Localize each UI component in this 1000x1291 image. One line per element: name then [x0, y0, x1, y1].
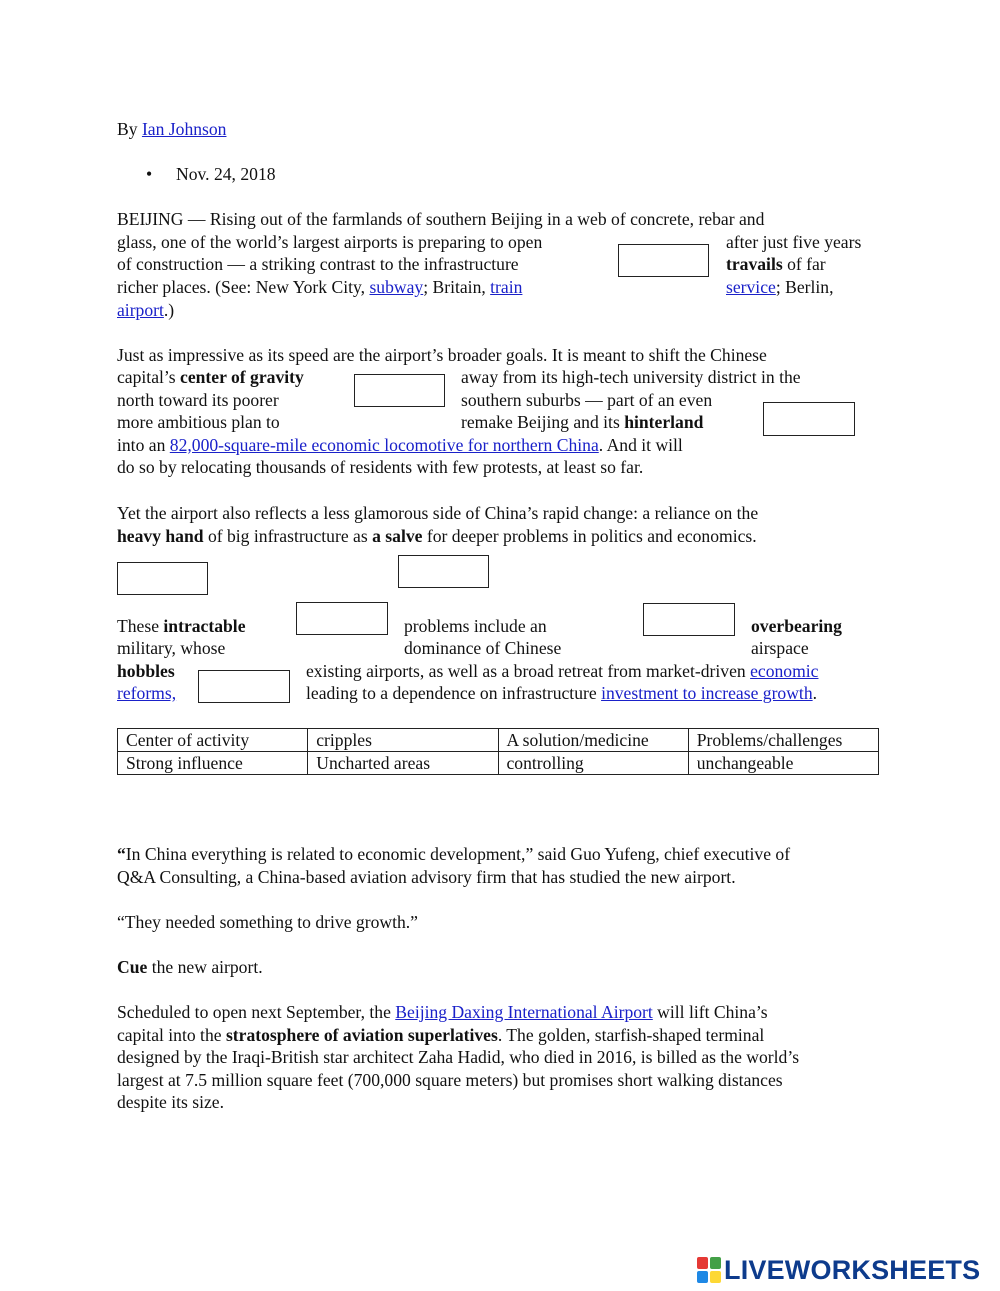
- p8-line2: [117, 1024, 764, 1046]
- p1-line5: [117, 299, 174, 321]
- vocab-option[interactable]: cripples: [308, 729, 498, 752]
- p3-line2: [117, 525, 757, 547]
- p2-line6: do so by relocating thousands of residents with few protests, at least so far.: [117, 457, 644, 477]
- p5-line1: [117, 843, 790, 865]
- subway-link[interactable]: subway: [369, 277, 424, 297]
- p2-line4b-pre: remake Beijing and its: [461, 412, 625, 432]
- p4-line3b: [306, 660, 818, 682]
- logo-mark-icon: [697, 1257, 721, 1283]
- p1-line4b: [726, 276, 834, 298]
- vocab-cue: Cue: [117, 957, 148, 977]
- vocab-option[interactable]: unchangeable: [688, 752, 878, 775]
- vocab-travails: travails: [726, 254, 783, 274]
- p4-line2c: airspace: [751, 638, 809, 658]
- publish-date: Nov. 24, 2018: [176, 164, 276, 184]
- table-row: [118, 729, 879, 752]
- vocab-table: [117, 728, 879, 775]
- reforms-link[interactable]: reforms,: [117, 683, 177, 703]
- economic-link[interactable]: economic: [750, 661, 819, 681]
- p1-line3a: of construction — a striking contrast to the infrastructure: [117, 254, 519, 274]
- p8-line1-rest: will lift China’s: [652, 1002, 768, 1022]
- vocab-stratosphere: stratosphere of aviation superlatives: [225, 1025, 498, 1045]
- p3-line2-rest: for deeper problems in politics and economics.: [422, 526, 757, 546]
- logo-square-red: [697, 1257, 708, 1269]
- p8-line4: largest at 7.5 million square feet (700,000 square meters) but promises short walking distances: [117, 1070, 783, 1090]
- p4-line3b-pre: existing airports, as well as a broad retreat from market-driven: [306, 661, 751, 681]
- p6-line1: “They needed something to drive growth.”: [117, 912, 418, 932]
- p1-line2b: after just five years: [726, 232, 862, 252]
- answer-box-2[interactable]: [354, 374, 445, 407]
- p1-line3b: [726, 253, 826, 275]
- service-link[interactable]: service: [726, 277, 776, 297]
- p4-line2b: dominance of Chinese: [404, 638, 562, 658]
- p4-line1a-pre: These: [117, 616, 164, 636]
- vocab-option[interactable]: Strong influence: [118, 752, 308, 775]
- p2-line3b: southern suburbs — part of an even: [461, 390, 713, 410]
- author-link[interactable]: Ian Johnson: [141, 119, 227, 139]
- answer-box-6[interactable]: [296, 602, 388, 635]
- vocab-hobbles: hobbles: [117, 661, 175, 681]
- p3-line2-mid: of big infrastructure as: [203, 526, 373, 546]
- p8-line1: [117, 1001, 768, 1023]
- date-bullet: •: [146, 164, 153, 184]
- answer-box-7[interactable]: [643, 603, 735, 636]
- p4-line3a: [117, 660, 175, 682]
- p8-line5: despite its size.: [117, 1092, 225, 1112]
- open-quote: “: [117, 844, 126, 864]
- p1-line2a: glass, one of the world’s largest airports is preparing to open: [117, 232, 543, 252]
- p1-line4b-rest: ; Berlin,: [775, 277, 834, 297]
- p4-line1b: problems include an: [404, 616, 547, 636]
- p1-line5-rest: .): [163, 300, 175, 320]
- liveworksheets-logo: [697, 1254, 993, 1286]
- answer-box-8[interactable]: [198, 670, 290, 703]
- p2-line5: [117, 434, 683, 456]
- vocab-option[interactable]: A solution/medicine: [498, 729, 688, 752]
- logo-square-yellow: [710, 1271, 721, 1283]
- p2-line4a: more ambitious plan to: [117, 412, 280, 432]
- answer-box-4[interactable]: [117, 562, 208, 595]
- p2-line5-pre: into an: [117, 435, 170, 455]
- p4-line4b-pre: leading to a dependence on infrastructure: [306, 683, 602, 703]
- p4-line4b: [306, 682, 817, 704]
- p8-line3: designed by the Iraqi-British star architect Zaha Hadid, who died in 2016, is billed as the world’s: [117, 1047, 800, 1067]
- p2-line5-rest: . And it will: [598, 435, 683, 455]
- p8-line1-pre: Scheduled to open next September, the: [117, 1002, 396, 1022]
- table-row: [118, 752, 879, 775]
- vocab-option[interactable]: Problems/challenges: [688, 729, 878, 752]
- p3-line1: Yet the airport also reflects a less glamorous side of China’s rapid change: a reliance on the: [117, 503, 759, 523]
- p2-line2a-pre: capital’s: [117, 367, 181, 387]
- p4-line4b-rest: .: [812, 683, 818, 703]
- p8-line2-pre: capital into the: [117, 1025, 226, 1045]
- p2-line2a: [117, 366, 304, 388]
- vocab-intractable: intractable: [163, 616, 246, 636]
- answer-box-1[interactable]: [618, 244, 709, 277]
- logo-text: LIVEWORKSHEETS: [724, 1254, 981, 1285]
- investment-link[interactable]: investment to increase growth: [601, 683, 813, 703]
- p1-line4a: [117, 276, 522, 298]
- p1-line3b-rest: of far: [782, 254, 826, 274]
- p4-line1a: [117, 615, 246, 637]
- vocab-hinterland: hinterland: [624, 412, 704, 432]
- vocab-overbearing: overbearing: [751, 616, 842, 636]
- p5-line2: Q&A Consulting, a China-based aviation advisory firm that has studied the new airport.: [117, 867, 736, 887]
- p1-line4a-mid: ; Britain,: [423, 277, 491, 297]
- daxing-airport-link[interactable]: Beijing Daxing International Airport: [395, 1002, 653, 1022]
- vocab-option[interactable]: controlling: [498, 752, 688, 775]
- p4-line1c: [751, 615, 842, 637]
- train-link[interactable]: train: [490, 277, 523, 297]
- p4-line2a: military, whose: [117, 638, 226, 658]
- vocab-heavy-hand: heavy hand: [117, 526, 204, 546]
- p1-line4a-text: richer places. (See: New York City,: [117, 277, 370, 297]
- logo-square-blue: [697, 1271, 708, 1283]
- byline-prefix: By: [117, 119, 142, 139]
- p2-line3a: north toward its poorer: [117, 390, 279, 410]
- locomotive-link[interactable]: 82,000-square-mile economic locomotive for northern China: [169, 435, 599, 455]
- p1-line1: BEIJING — Rising out of the farmlands of southern Beijing in a web of concrete, rebar and: [117, 209, 765, 229]
- answer-box-3[interactable]: [763, 402, 855, 436]
- vocab-option[interactable]: Center of activity: [118, 729, 308, 752]
- p8-line2-rest: . The golden, starfish-shaped terminal: [497, 1025, 765, 1045]
- p5-line1-rest: In China everything is related to economic development,” said Guo Yufeng, chief executive of: [125, 844, 791, 864]
- p7-rest: the new airport.: [147, 957, 263, 977]
- p2-line2b: away from its high-tech university district in the: [461, 367, 801, 387]
- answer-box-5[interactable]: [398, 555, 489, 588]
- p4-line4a: [117, 682, 176, 704]
- vocab-a-salve: a salve: [372, 526, 423, 546]
- logo-square-green: [710, 1257, 721, 1269]
- p2-line4b: [461, 411, 703, 433]
- vocab-option[interactable]: Uncharted areas: [308, 752, 498, 775]
- p7-line1: [117, 956, 263, 978]
- airport-link[interactable]: airport: [117, 300, 164, 320]
- vocab-center-of-gravity: center of gravity: [180, 367, 304, 387]
- byline: [117, 118, 226, 140]
- p2-line1: Just as impressive as its speed are the airport’s broader goals. It is meant to shift the Chinese: [117, 345, 767, 365]
